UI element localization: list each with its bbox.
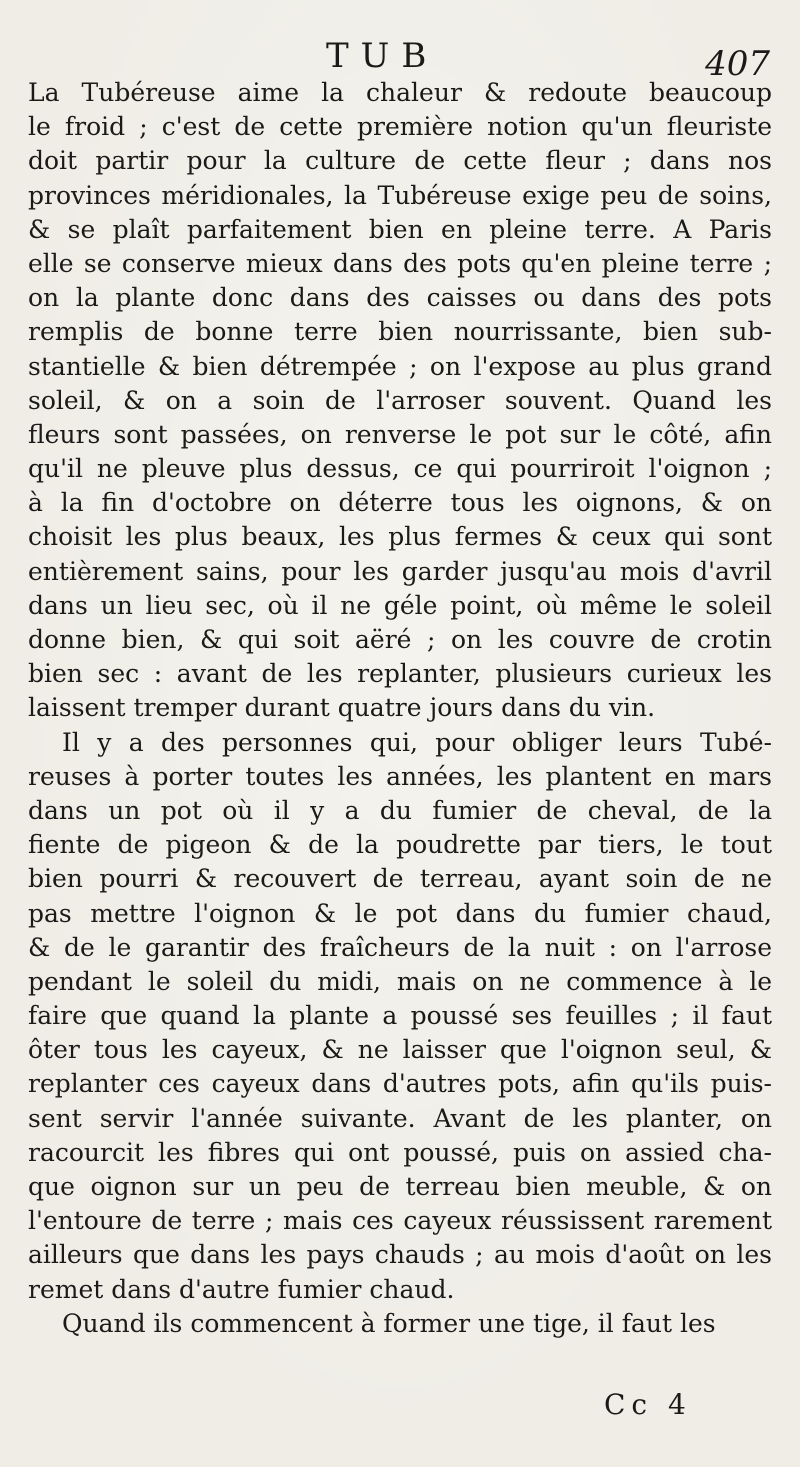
- text-line: choisit les plus beaux, les plus fermes & ceux qui sont: [28, 522, 772, 552]
- signature-mark: Cc 4: [604, 1388, 692, 1421]
- text-line: remplis de bonne terre bien nourrissante, bien sub-: [28, 317, 772, 347]
- text-line: pas mettre l'oignon & le pot dans du fumier chaud,: [28, 898, 772, 928]
- text-line: & de le garantir des fraîcheurs de la nuit : on l'arrose: [28, 932, 772, 962]
- text-line: doit partir pour la culture de cette fleur ; dans nos: [28, 146, 772, 176]
- text-line: La Tubéreuse aime la chaleur & redoute beaucoup: [28, 78, 772, 107]
- text-line: qu'il ne pleuve plus dessus, ce qui pourriroit l'oignon ;: [28, 454, 772, 484]
- paragraph: [28, 726, 772, 1307]
- text-line: remet dans d'autre fumier chaud.: [28, 1274, 455, 1304]
- text-line: dans un lieu sec, où il ne géle point, où même le soleil: [28, 590, 772, 620]
- text-line: reuses à porter toutes les années, les plantent en mars: [28, 761, 772, 791]
- text-line: bien pourri & recouvert de terreau, ayant soin de ne: [28, 864, 772, 894]
- text-line: l'entoure de terre ; mais ces cayeux réussissent rarement: [28, 1206, 772, 1236]
- text-line: sent servir l'année suivante. Avant de les planter, on: [28, 1103, 772, 1133]
- text-line: racourcit les fibres qui ont poussé, puis on assied cha-: [28, 1137, 772, 1167]
- text-line: à la fin d'octobre on déterre tous les oignons, & on: [28, 488, 772, 518]
- paragraph: [28, 76, 772, 726]
- text-line: stantielle & bien détrempée ; on l'expose au plus grand: [28, 351, 772, 381]
- body-text: [28, 76, 772, 1341]
- text-line: Quand ils commencent à former une tige, il faut les: [62, 1308, 716, 1338]
- text-line: ailleurs que dans les pays chauds ; au mois d'août on les: [28, 1240, 772, 1270]
- text-line: que oignon sur un peu de terreau bien meuble, & on: [28, 1172, 772, 1201]
- running-title: TUB: [326, 36, 439, 76]
- text-line: donne bien, & qui soit aëré ; on les couvre de crotin: [28, 625, 772, 654]
- page-number: 407: [705, 44, 770, 84]
- text-line: faire que quand la plante a poussé ses feuilles ; il faut: [28, 1001, 772, 1031]
- text-line: entièrement sains, pour les garder jusqu'au mois d'avril: [28, 556, 772, 586]
- text-line: dans un pot où il y a du fumier de cheval, de la: [28, 795, 772, 825]
- text-line: pendant le soleil du midi, mais on ne commence à le: [28, 966, 772, 996]
- text-line: le froid ; c'est de cette première notion qu'un fleuriste: [28, 112, 772, 142]
- paragraph: [28, 1307, 772, 1341]
- text-line: & se plaît parfaitement bien en pleine terre. A Paris: [28, 214, 772, 244]
- text-line: laissent tremper durant quatre jours dans du vin.: [28, 693, 656, 723]
- text-line: on la plante donc dans des caisses ou dans des pots: [28, 283, 772, 313]
- text-line: provinces méridionales, la Tubéreuse exige peu de soins,: [28, 180, 772, 210]
- text-line: fleurs sont passées, on renverse le pot sur le côté, afin: [28, 419, 772, 449]
- text-line: soleil, & on a soin de l'arroser souvent. Quand les: [28, 385, 772, 415]
- text-line: Il y a des personnes qui, pour obliger leurs Tubé-: [62, 727, 772, 757]
- text-line: elle se conserve mieux dans des pots qu'en pleine terre ;: [28, 248, 772, 278]
- text-line: fiente de pigeon & de la poudrette par tiers, le tout: [28, 830, 772, 860]
- text-line: bien sec : avant de les replanter, plusieurs curieux les: [28, 659, 772, 689]
- text-line: ôter tous les cayeux, & ne laisser que l'oignon seul, &: [28, 1035, 772, 1065]
- text-line: replanter ces cayeux dans d'autres pots, afin qu'ils puis-: [28, 1069, 772, 1099]
